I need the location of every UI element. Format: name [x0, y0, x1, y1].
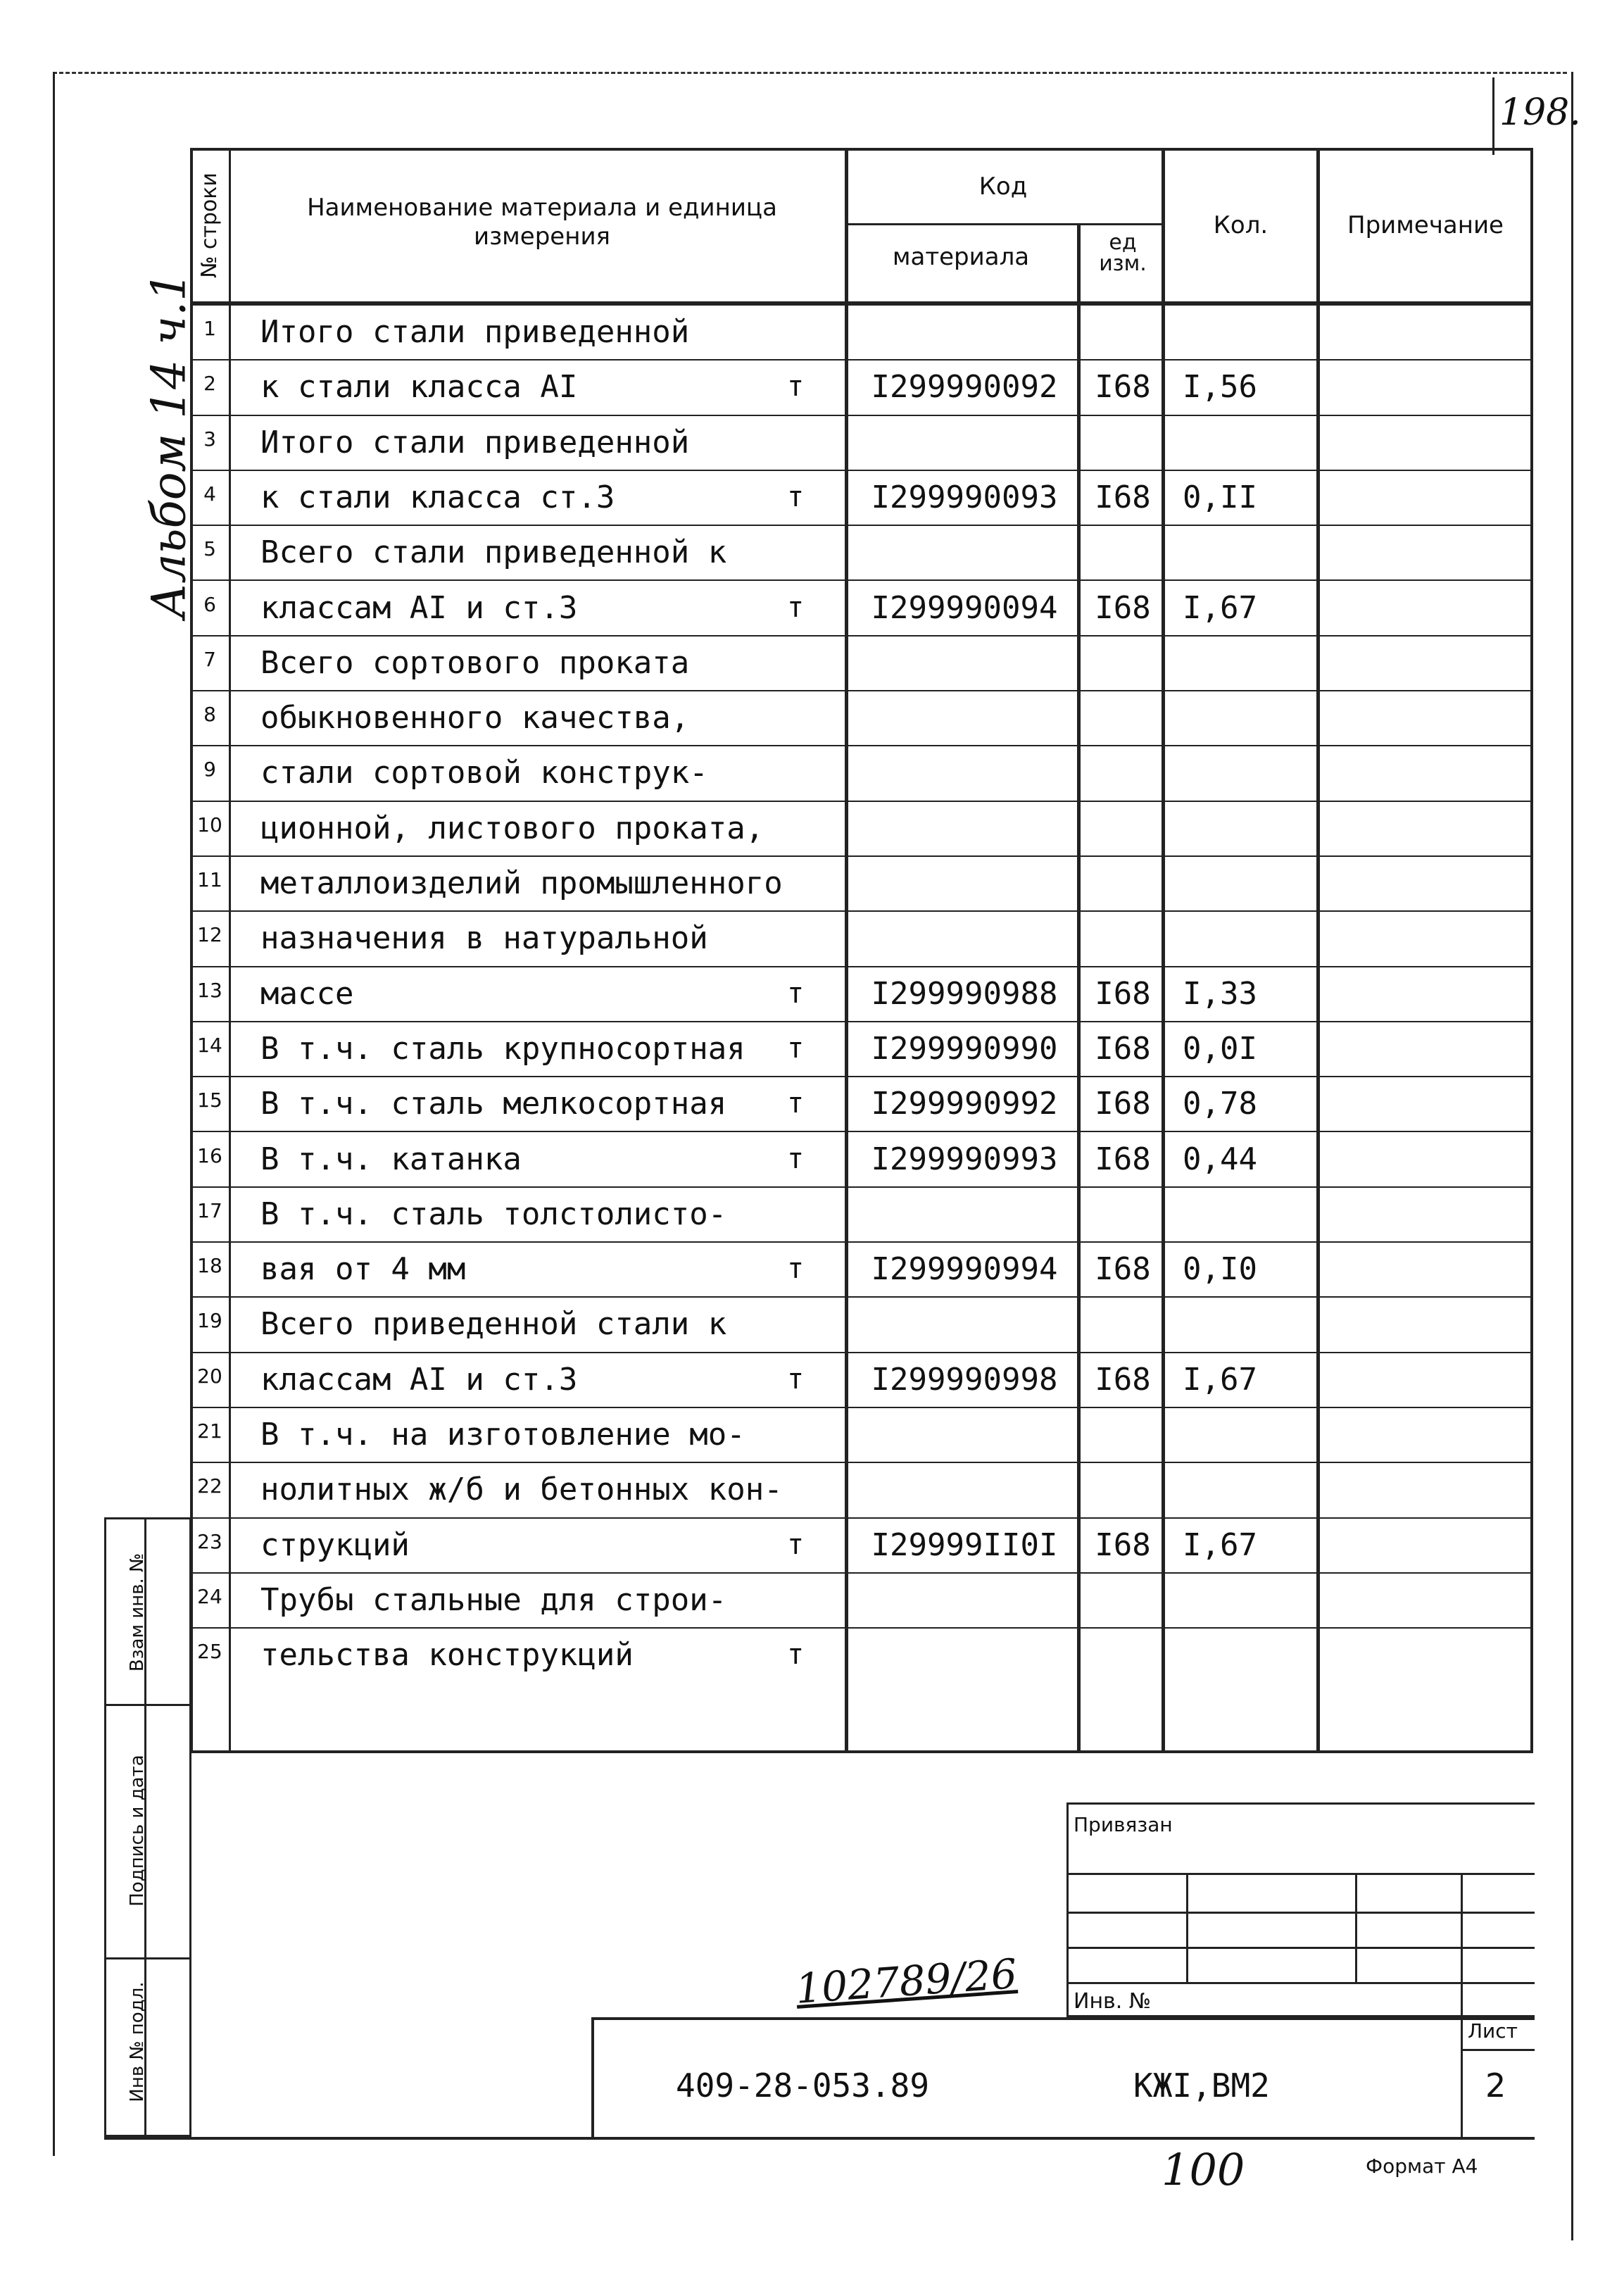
row-unit: т	[786, 1528, 805, 1561]
table-row	[0, 1131, 1624, 1186]
stamp-number: 102789/26	[794, 1950, 1019, 2013]
table-row	[0, 635, 1624, 690]
row-quantity: I,56	[1183, 369, 1257, 406]
row-unit: т	[786, 1087, 805, 1120]
row-name: назначения в натуральной	[260, 920, 708, 957]
row-number: 7	[203, 647, 216, 671]
row-unit-code: I68	[1095, 1251, 1151, 1288]
doc-number: 409-28-053.89	[676, 2067, 930, 2105]
row-quantity: I,33	[1183, 975, 1257, 1012]
code-sub-line	[845, 223, 1162, 225]
row-quantity: I,67	[1183, 1361, 1257, 1398]
table-row	[0, 910, 1624, 965]
sheet-label-line	[1461, 2049, 1535, 2051]
row-number: 8	[203, 703, 216, 727]
sheet-value: 2	[1485, 2067, 1506, 2105]
row-name: струкций	[260, 1526, 410, 1563]
sheet-label: Лист	[1468, 2019, 1518, 2043]
table-row	[0, 1241, 1624, 1296]
row-number: 24	[197, 1584, 222, 1608]
privyazan-line-3	[1066, 1947, 1535, 1949]
table-row	[0, 580, 1624, 635]
header-note: Примечание	[1347, 211, 1504, 239]
album-label: Альбом 14 ч.1	[141, 271, 196, 619]
row-unit-code: I68	[1095, 975, 1151, 1012]
row-name: нолитных ж/б и бетонных кон-	[260, 1472, 783, 1508]
row-quantity: I,67	[1183, 1526, 1257, 1563]
row-number: 11	[197, 868, 222, 891]
margin-podpis: Подпись и дата	[127, 1755, 148, 1907]
row-name: классам АI и ст.3	[260, 589, 578, 626]
row-quantity: 0,78	[1183, 1086, 1257, 1122]
row-name: к стали класса ст.3	[260, 479, 615, 515]
row-name: В т.ч. сталь мелкосортная	[260, 1086, 727, 1122]
frame-bottom-line	[104, 2137, 1535, 2140]
row-number: 9	[203, 758, 216, 782]
table-row	[0, 1021, 1624, 1076]
row-number: 1	[203, 317, 216, 340]
row-unit-code: I68	[1095, 369, 1151, 406]
table-row	[0, 1352, 1624, 1407]
row-name: Всего стали приведенной к	[260, 534, 727, 571]
sheet-page-number: 198.	[1499, 92, 1581, 134]
row-quantity: I,67	[1183, 589, 1257, 626]
row-material-code: I299990988	[871, 975, 1058, 1012]
table-row	[0, 1517, 1624, 1572]
row-number: 13	[197, 978, 222, 1002]
row-material-code: I299990993	[871, 1141, 1058, 1177]
table-row	[0, 690, 1624, 745]
header-code-material: материала	[892, 243, 1030, 271]
row-number: 10	[197, 813, 222, 836]
row-name: тельства конструкций	[260, 1637, 634, 1674]
row-unit: т	[786, 370, 805, 403]
row-quantity: 0,I0	[1183, 1251, 1257, 1288]
row-unit: т	[786, 591, 805, 624]
row-name: обыкновенного качества,	[260, 700, 690, 736]
row-number: 17	[197, 1198, 222, 1222]
header-qty: Кол.	[1213, 211, 1269, 239]
row-unit-code: I68	[1095, 589, 1151, 626]
table-row	[0, 1462, 1624, 1517]
row-material-code: I299990994	[871, 1251, 1058, 1288]
table-row	[0, 801, 1624, 855]
table-row	[0, 525, 1624, 579]
row-unit: т	[786, 1638, 805, 1672]
row-number: 18	[197, 1254, 222, 1278]
row-name: В т.ч. на изготовление мо-	[260, 1417, 745, 1453]
row-name: Всего сортового проката	[260, 644, 690, 681]
row-unit-code: I68	[1095, 1526, 1151, 1563]
row-number: 4	[203, 482, 216, 506]
row-number: 21	[197, 1419, 222, 1443]
table-row	[0, 1407, 1624, 1462]
row-number: 25	[197, 1640, 222, 1664]
doc-mark: КЖI,ВМ2	[1133, 2067, 1270, 2105]
table-row	[0, 415, 1624, 470]
row-unit-code: I68	[1095, 1361, 1151, 1398]
margin-inv-podl: Инв № подл.	[127, 1981, 148, 2102]
row-name: к стали класса АI	[260, 369, 578, 406]
row-name: Итого стали приведенной	[260, 314, 690, 350]
page-number-box-line	[1492, 77, 1494, 155]
handwritten-100: 100	[1162, 2144, 1245, 2195]
privyazan-vline-1	[1186, 1873, 1188, 1982]
margin-vzam: Взам инв. №	[127, 1553, 148, 1672]
table-row	[0, 745, 1624, 800]
inv-no-label: Инв. №	[1074, 1989, 1152, 2014]
row-unit: т	[786, 1253, 805, 1286]
margin-divider-1	[104, 1704, 191, 1706]
row-name: Всего приведенной стали к	[260, 1306, 727, 1343]
row-material-code: I29999II0I	[871, 1526, 1058, 1563]
privyazan-label: Привязан	[1074, 1813, 1173, 1836]
privyazan-line-4	[1066, 1982, 1535, 1984]
table-row	[0, 966, 1624, 1021]
row-material-code: I299990092	[871, 369, 1058, 406]
row-quantity: 0,44	[1183, 1141, 1257, 1177]
row-number: 14	[197, 1033, 222, 1057]
row-unit: т	[786, 1031, 805, 1065]
header-name: Наименование материала и единица измерения	[307, 194, 777, 251]
row-unit-code: I68	[1095, 1141, 1151, 1177]
table-row	[0, 359, 1624, 414]
row-material-code: I299990093	[871, 479, 1058, 515]
table-row	[0, 304, 1624, 359]
row-name: В т.ч. катанка	[260, 1141, 522, 1177]
row-unit: т	[786, 480, 805, 513]
row-number: 22	[197, 1474, 222, 1498]
row-number: 15	[197, 1089, 222, 1112]
row-name: стали сортовой конструк-	[260, 755, 708, 791]
row-name: В т.ч. сталь крупносортная	[260, 1030, 745, 1067]
row-name: ционной, листового проката,	[260, 810, 764, 846]
table-row	[0, 1296, 1624, 1351]
row-number: 5	[203, 537, 216, 561]
table-row	[0, 470, 1624, 525]
row-material-code: I299990998	[871, 1361, 1058, 1398]
row-number: 20	[197, 1364, 222, 1388]
table-row	[0, 1572, 1624, 1627]
header-row-number: № строки	[197, 173, 222, 278]
row-quantity: 0,II	[1183, 479, 1257, 515]
row-unit: т	[786, 1362, 805, 1396]
row-unit-code: I68	[1095, 479, 1151, 515]
row-number: 3	[203, 427, 216, 451]
row-number: 6	[203, 592, 216, 616]
row-name: Итого стали приведенной	[260, 424, 690, 460]
header-code: Код	[978, 173, 1028, 201]
row-name: вая от 4 мм	[260, 1251, 466, 1288]
row-unit-code: I68	[1095, 1030, 1151, 1067]
row-name: В т.ч. сталь толстолисто-	[260, 1196, 727, 1232]
row-quantity: 0,0I	[1183, 1030, 1257, 1067]
row-number: 12	[197, 923, 222, 947]
row-name: металлоизделий промышленного	[260, 865, 783, 901]
table-row	[0, 1186, 1624, 1241]
row-name: массе	[260, 975, 354, 1012]
row-unit: т	[786, 977, 805, 1010]
row-unit-code: I68	[1095, 1086, 1151, 1122]
privyazan-vline-3	[1461, 1873, 1463, 2137]
row-number: 19	[197, 1309, 222, 1333]
format-label: Формат А4	[1366, 2155, 1478, 2178]
row-unit: т	[786, 1142, 805, 1175]
row-material-code: I299990990	[871, 1030, 1058, 1067]
privyazan-line-2	[1066, 1912, 1535, 1914]
privyazan-vline-2	[1355, 1873, 1357, 1982]
privyazan-line-1	[1066, 1873, 1535, 1875]
header-code-unit: ед изм.	[1099, 230, 1147, 276]
row-name: Трубы стальные для строи-	[260, 1581, 727, 1618]
row-material-code: I299990094	[871, 589, 1058, 626]
table-row	[0, 855, 1624, 910]
table-row	[0, 1076, 1624, 1131]
row-name: классам АI и ст.3	[260, 1361, 578, 1398]
row-number: 23	[197, 1529, 222, 1553]
row-material-code: I299990992	[871, 1086, 1058, 1122]
row-number: 16	[197, 1143, 222, 1167]
table-row	[0, 1627, 1624, 1682]
row-number: 2	[203, 372, 216, 396]
